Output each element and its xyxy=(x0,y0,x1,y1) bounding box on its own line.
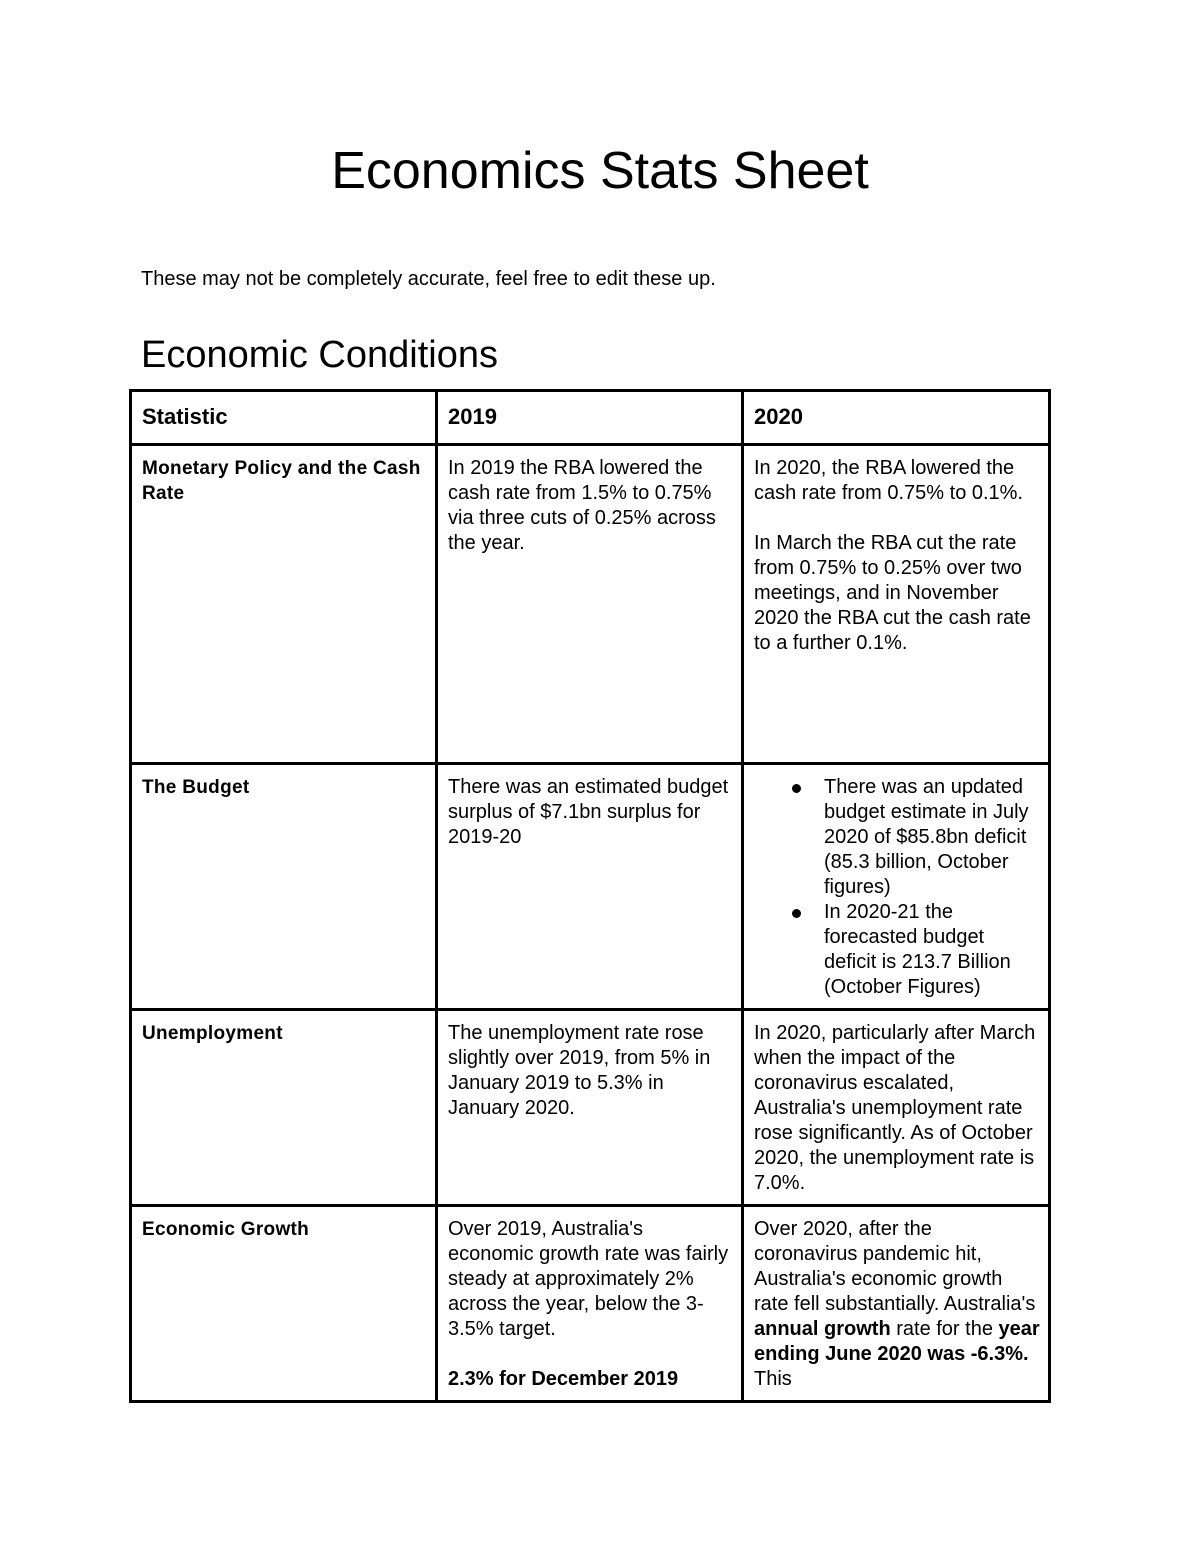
cell-text: The unemployment rate rose slightly over 2019, from 5% in January 2019 to 5.3% in January 2020. xyxy=(448,1022,711,1119)
intro-note: These may not be completely accurate, feel free to edit these up. xyxy=(141,268,716,290)
statistic-label: Monetary Policy and the Cash Rate xyxy=(142,458,421,504)
table-row-monetary-policy xyxy=(131,445,1050,764)
cell-2019 xyxy=(437,1010,743,1206)
cell-text xyxy=(754,1217,1040,1392)
document-title: Economics Stats Sheet xyxy=(331,142,869,200)
table-row-unemployment xyxy=(131,1010,1050,1206)
statistic-cell xyxy=(131,445,437,764)
table-header-row xyxy=(131,391,1050,445)
cell-2020 xyxy=(743,764,1050,1010)
cell-2020 xyxy=(743,445,1050,764)
statistic-cell xyxy=(131,1206,437,1402)
cell-text: There was an estimated budget surplus of $7.1bn surplus for 2019-20 xyxy=(448,776,729,848)
cell-2020 xyxy=(743,1206,1050,1402)
statistic-label: Unemployment xyxy=(142,1023,283,1044)
economic-conditions-table xyxy=(129,389,1051,1403)
text-run-bold: annual growth xyxy=(754,1318,891,1340)
statistic-label: Economic Growth xyxy=(142,1219,310,1240)
cell-2020 xyxy=(743,1010,1050,1206)
statistic-label: The Budget xyxy=(142,777,250,798)
header-2020: 2020 xyxy=(743,391,1050,445)
list-item: In 2020-21 the forecasted budget deficit is 213.7 Billion (October Figures) xyxy=(824,900,1040,1000)
statistic-cell xyxy=(131,1010,437,1206)
cell-text: In 2020, particularly after March when the impact of the coronavirus escalated, Australia's unemployment rate rose significantly. As of October 2020, the unemployment rate is 7.0%. xyxy=(754,1022,1036,1194)
cell-text: In March the RBA cut the rate from 0.75% to 0.25% over two meetings, and in November 2020 the RBA cut the cash rate to a further 0.1%. xyxy=(754,532,1031,654)
cell-2019 xyxy=(437,445,743,764)
cell-text: Over 2019, Australia's economic growth rate was fairly steady at approximately 2% across the year, below the 3-3.5% target. xyxy=(448,1218,729,1340)
table-row-budget xyxy=(131,764,1050,1010)
cell-text: In 2020, the RBA lowered the cash rate from 0.75% to 0.1%. xyxy=(754,457,1024,504)
text-run: Over 2020, after the coronavirus pandemic hit, Australia's economic growth rate fell substantially. Australia's xyxy=(754,1218,1036,1315)
text-run: This xyxy=(754,1368,792,1390)
list-item: There was an updated budget estimate in July 2020 of $85.8bn deficit (85.3 billion, October figures) xyxy=(824,775,1040,900)
bullet-list xyxy=(754,775,1040,1000)
cell-text-bold: 2.3% for December 2019 xyxy=(448,1368,679,1390)
cell-2019 xyxy=(437,1206,743,1402)
text-run-bold: year ending June 2020 was -6.3%. xyxy=(754,1318,1040,1365)
section-heading: Economic Conditions xyxy=(141,334,498,376)
header-statistic: Statistic xyxy=(131,391,437,445)
table-row-economic-growth xyxy=(131,1206,1050,1402)
text-run: rate for the xyxy=(890,1318,999,1340)
cell-text: In 2019 the RBA lowered the cash rate from 1.5% to 0.75% via three cuts of 0.25% across the year. xyxy=(448,457,716,554)
header-2019: 2019 xyxy=(437,391,743,445)
statistic-cell xyxy=(131,764,437,1010)
cell-2019 xyxy=(437,764,743,1010)
